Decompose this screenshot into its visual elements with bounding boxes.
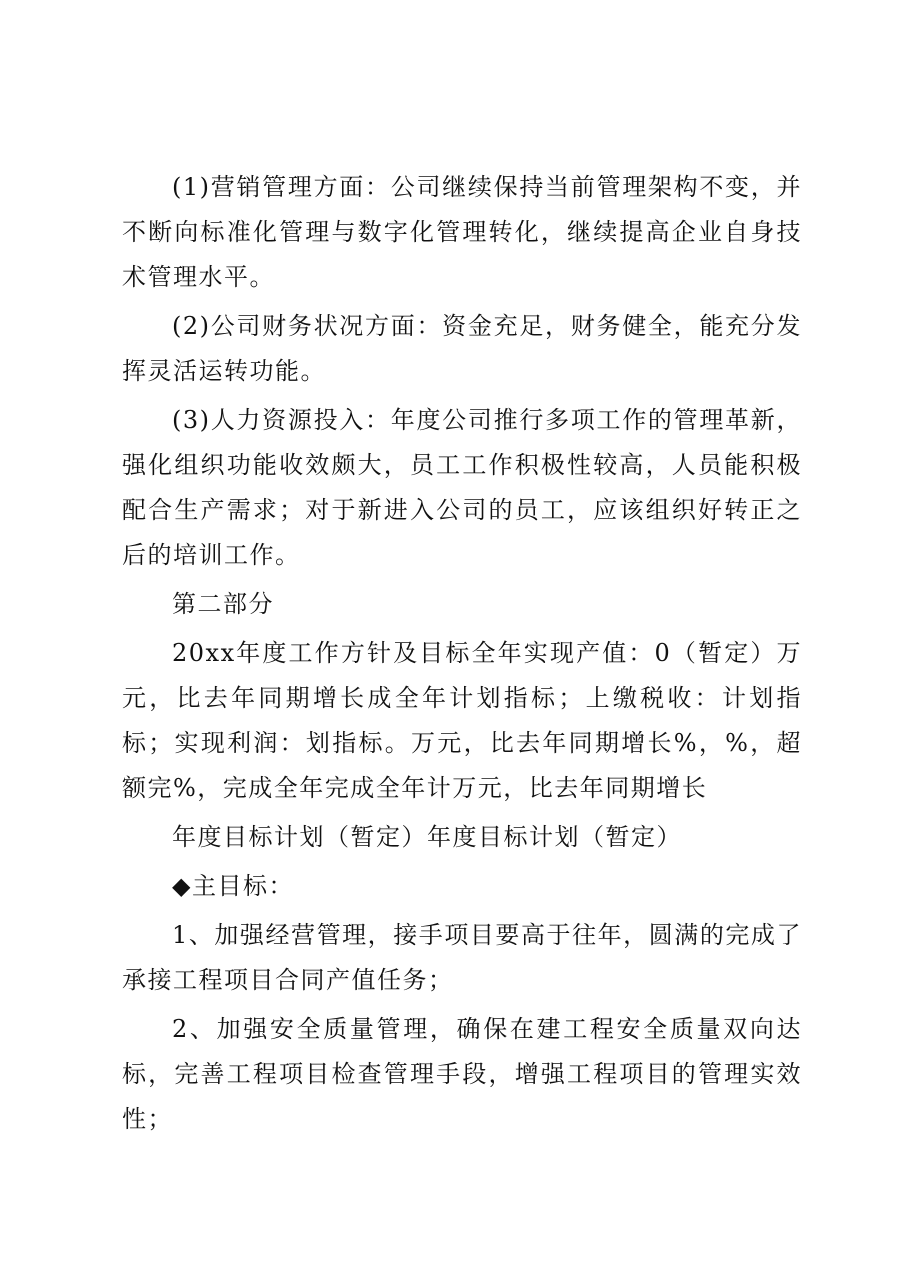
document-body <box>122 165 802 1146</box>
paragraph-marketing-management: (1)营销管理方面：公司继续保持当前管理架构不变，并不断向标准化管理与数字化管理转化，继续提高企业自身技术管理水平。 <box>122 173 802 291</box>
goal-item-2: 2、加强安全质量管理，确保在建工程安全质量双向达标，完善工程项目检查管理手段，增强工程项目的管理实效性； <box>122 1015 802 1133</box>
paragraph-annual-plan: 年度目标计划（暂定）年度目标计划（暂定） <box>172 823 682 851</box>
paragraph-human-resources: (3)人力资源投入：年度公司推行多项工作的管理革新，强化组织功能收效颇大，员工工作积极性较高，人员能积极配合生产需求；对于新进入公司的员工，应该组织好转正之后的培训工作。 <box>122 406 802 569</box>
goal-item-1: 1、加强经营管理，接手项目要高于往年，圆满的完成了承接工程项目合同产值任务； <box>122 921 802 994</box>
main-goals-heading: ◆主目标： <box>172 872 294 900</box>
section-heading-part-two: 第二部分 <box>172 590 274 618</box>
paragraph-financial-status: (2)公司财务状况方面：资金充足，财务健全，能充分发挥灵活运转功能。 <box>122 312 802 385</box>
paragraph-annual-targets: 20xx年度工作方针及目标全年实现产值：0（暂定）万元，比去年同期增长成全年计划指标；上缴税收：计划指标；实现利润：划指标。万元，比去年同期增长%，%，超额完%，完成全年完成全年计万元，比去年同期增长 <box>122 639 802 802</box>
